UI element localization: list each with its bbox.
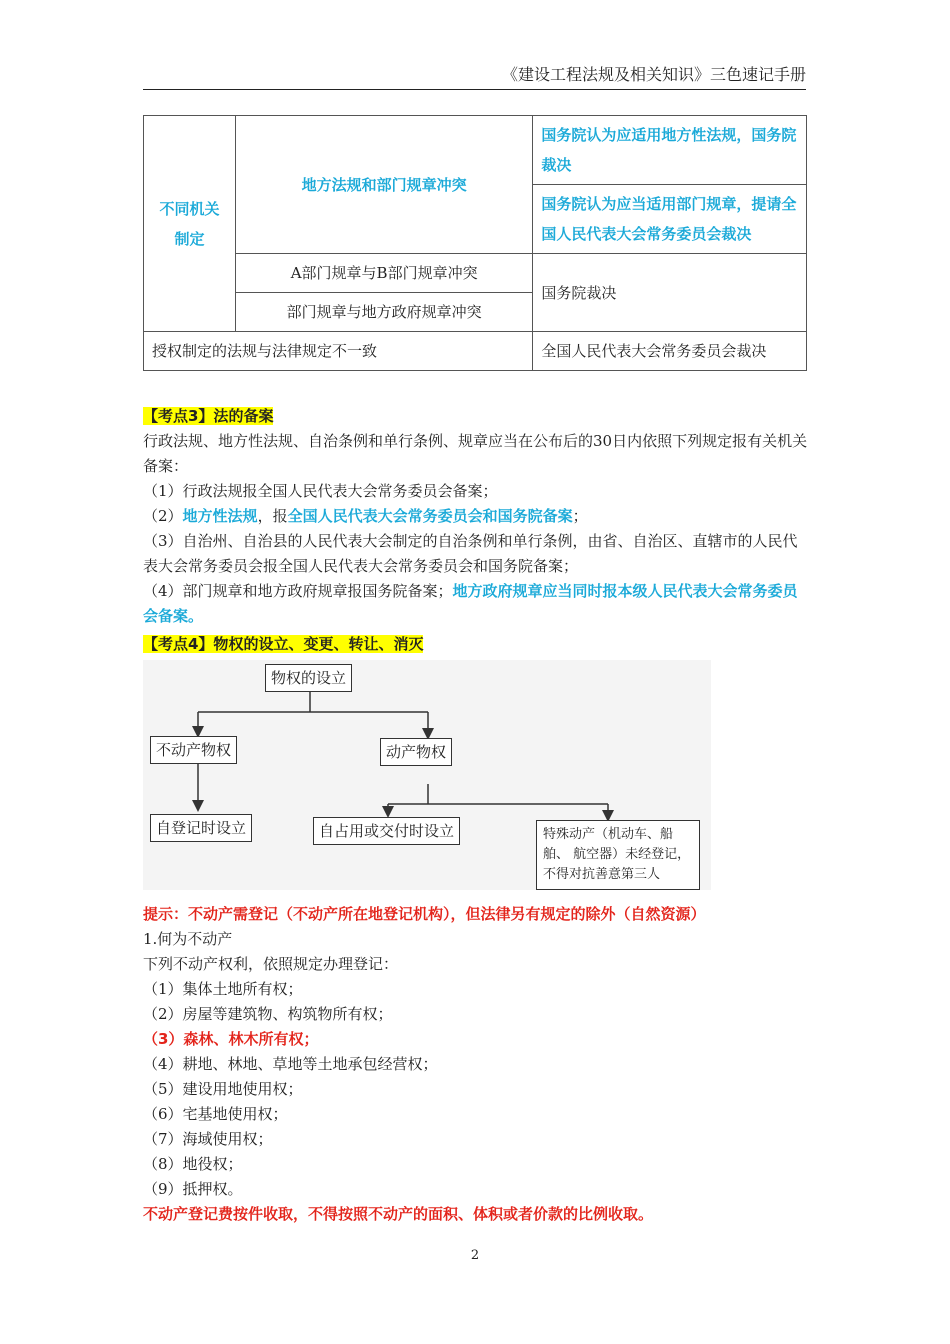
right-item: （4）耕地、林地、草地等土地承包经营权；	[143, 1055, 438, 1073]
section3-item3: （3）自治州、自治县的人民代表大会制定的自治条例和单行条例，由省、自治区、直辖市的人民代表大会常务委员会报全国人民代表大会常务委员会和国务院备案；	[143, 532, 798, 575]
document-header: 《建设工程法规及相关知识》三色速记手册	[501, 65, 806, 84]
item2-end: ；	[572, 507, 588, 525]
dept-vs-dept-cell: A部门规章与B部门规章冲突	[235, 254, 533, 293]
right-item: （9）抵押权。	[143, 1180, 243, 1198]
right-item: （5）建设用地使用权；	[143, 1080, 303, 1098]
section3	[143, 404, 808, 657]
npc-ruling-cell: 全国人民代表大会常务委员会裁决	[533, 332, 807, 371]
item2-mid: ，报	[257, 507, 288, 525]
section3-intro: 行政法规、地方性法规、自治条例和单行条例、规章应当在公布后的30日内依照下列规定报有关机关备案：	[143, 432, 808, 475]
page-number: 2	[470, 1248, 480, 1263]
section3-item4	[143, 579, 808, 629]
diagram-root-box: 物权的设立	[265, 664, 352, 692]
header-rule	[143, 89, 806, 90]
section4-body	[143, 902, 808, 1227]
property-right-diagram	[143, 660, 711, 890]
section4-heading: 【考点4】物权的设立、变更、转让、消灭	[143, 635, 424, 653]
q1-title: 1.何为不动产	[143, 930, 233, 948]
local-vs-dept-cell: 地方法规和部门规章冲突	[235, 116, 533, 254]
right-item: （1）集体土地所有权；	[143, 980, 303, 998]
item4-blue: 地方政府规章应当同时报本级人民代表大会常务委员会备案。	[143, 582, 798, 625]
state-council-ruling-cell: 国务院裁决	[533, 254, 807, 332]
section4-tip: 提示：不动产需登记（不动产所在地登记机构），但法律另有规定的除外（自然资源）	[143, 905, 706, 923]
conflict-table	[143, 115, 807, 371]
right-item: （2）房屋等建筑物、构筑物所有权；	[143, 1005, 393, 1023]
dept-vs-gov-cell: 部门规章与地方政府规章冲突	[235, 293, 533, 332]
item2-blue2: 全国人民代表大会常务委员会和国务院备案	[287, 507, 573, 525]
right-item: （7）海域使用权；	[143, 1130, 273, 1148]
diagram-special-rule-box: 特殊动产（机动车、船舶、 航空器）未经登记，不得对抗善意第三人	[536, 820, 700, 890]
rule-dept-cell: 国务院认为应当适用部门规章，提请全国人民代表大会常务委员会裁决	[533, 185, 807, 254]
diagram-immovable-box: 不动产物权	[150, 736, 237, 764]
right-item: （6）宅基地使用权；	[143, 1105, 288, 1123]
rule-local-cell: 国务院认为应适用地方性法规，国务院裁决	[533, 116, 807, 185]
authorized-cell: 授权制定的法规与法律规定不一致	[144, 332, 533, 371]
fee-note: 不动产登记费按件收取，不得按照不动产的面积、体积或者价款的比例收取。	[143, 1205, 654, 1223]
diagram-movable-box: 动产物权	[380, 738, 452, 766]
group-label-cell: 不同机关制定	[144, 116, 236, 332]
section3-heading: 【考点3】法的备案	[143, 407, 274, 425]
q1-intro: 下列不动产权利，依照规定办理登记：	[143, 955, 399, 973]
section3-item2	[143, 504, 808, 529]
right-item: （8）地役权；	[143, 1155, 243, 1173]
item2-prefix: （2）	[143, 507, 183, 525]
item4-prefix: （4）部门规章和地方政府规章报国务院备案；	[143, 582, 453, 600]
section3-item1: （1）行政法规报全国人民代表大会常务委员会备案；	[143, 482, 498, 500]
item2-blue1: 地方性法规	[182, 507, 258, 525]
diagram-immovable-rule-box: 自登记时设立	[150, 814, 252, 842]
right-item-highlight: （3）森林、林木所有权；	[143, 1030, 319, 1048]
diagram-movable-rule-box: 自占用或交付时设立	[313, 817, 460, 845]
